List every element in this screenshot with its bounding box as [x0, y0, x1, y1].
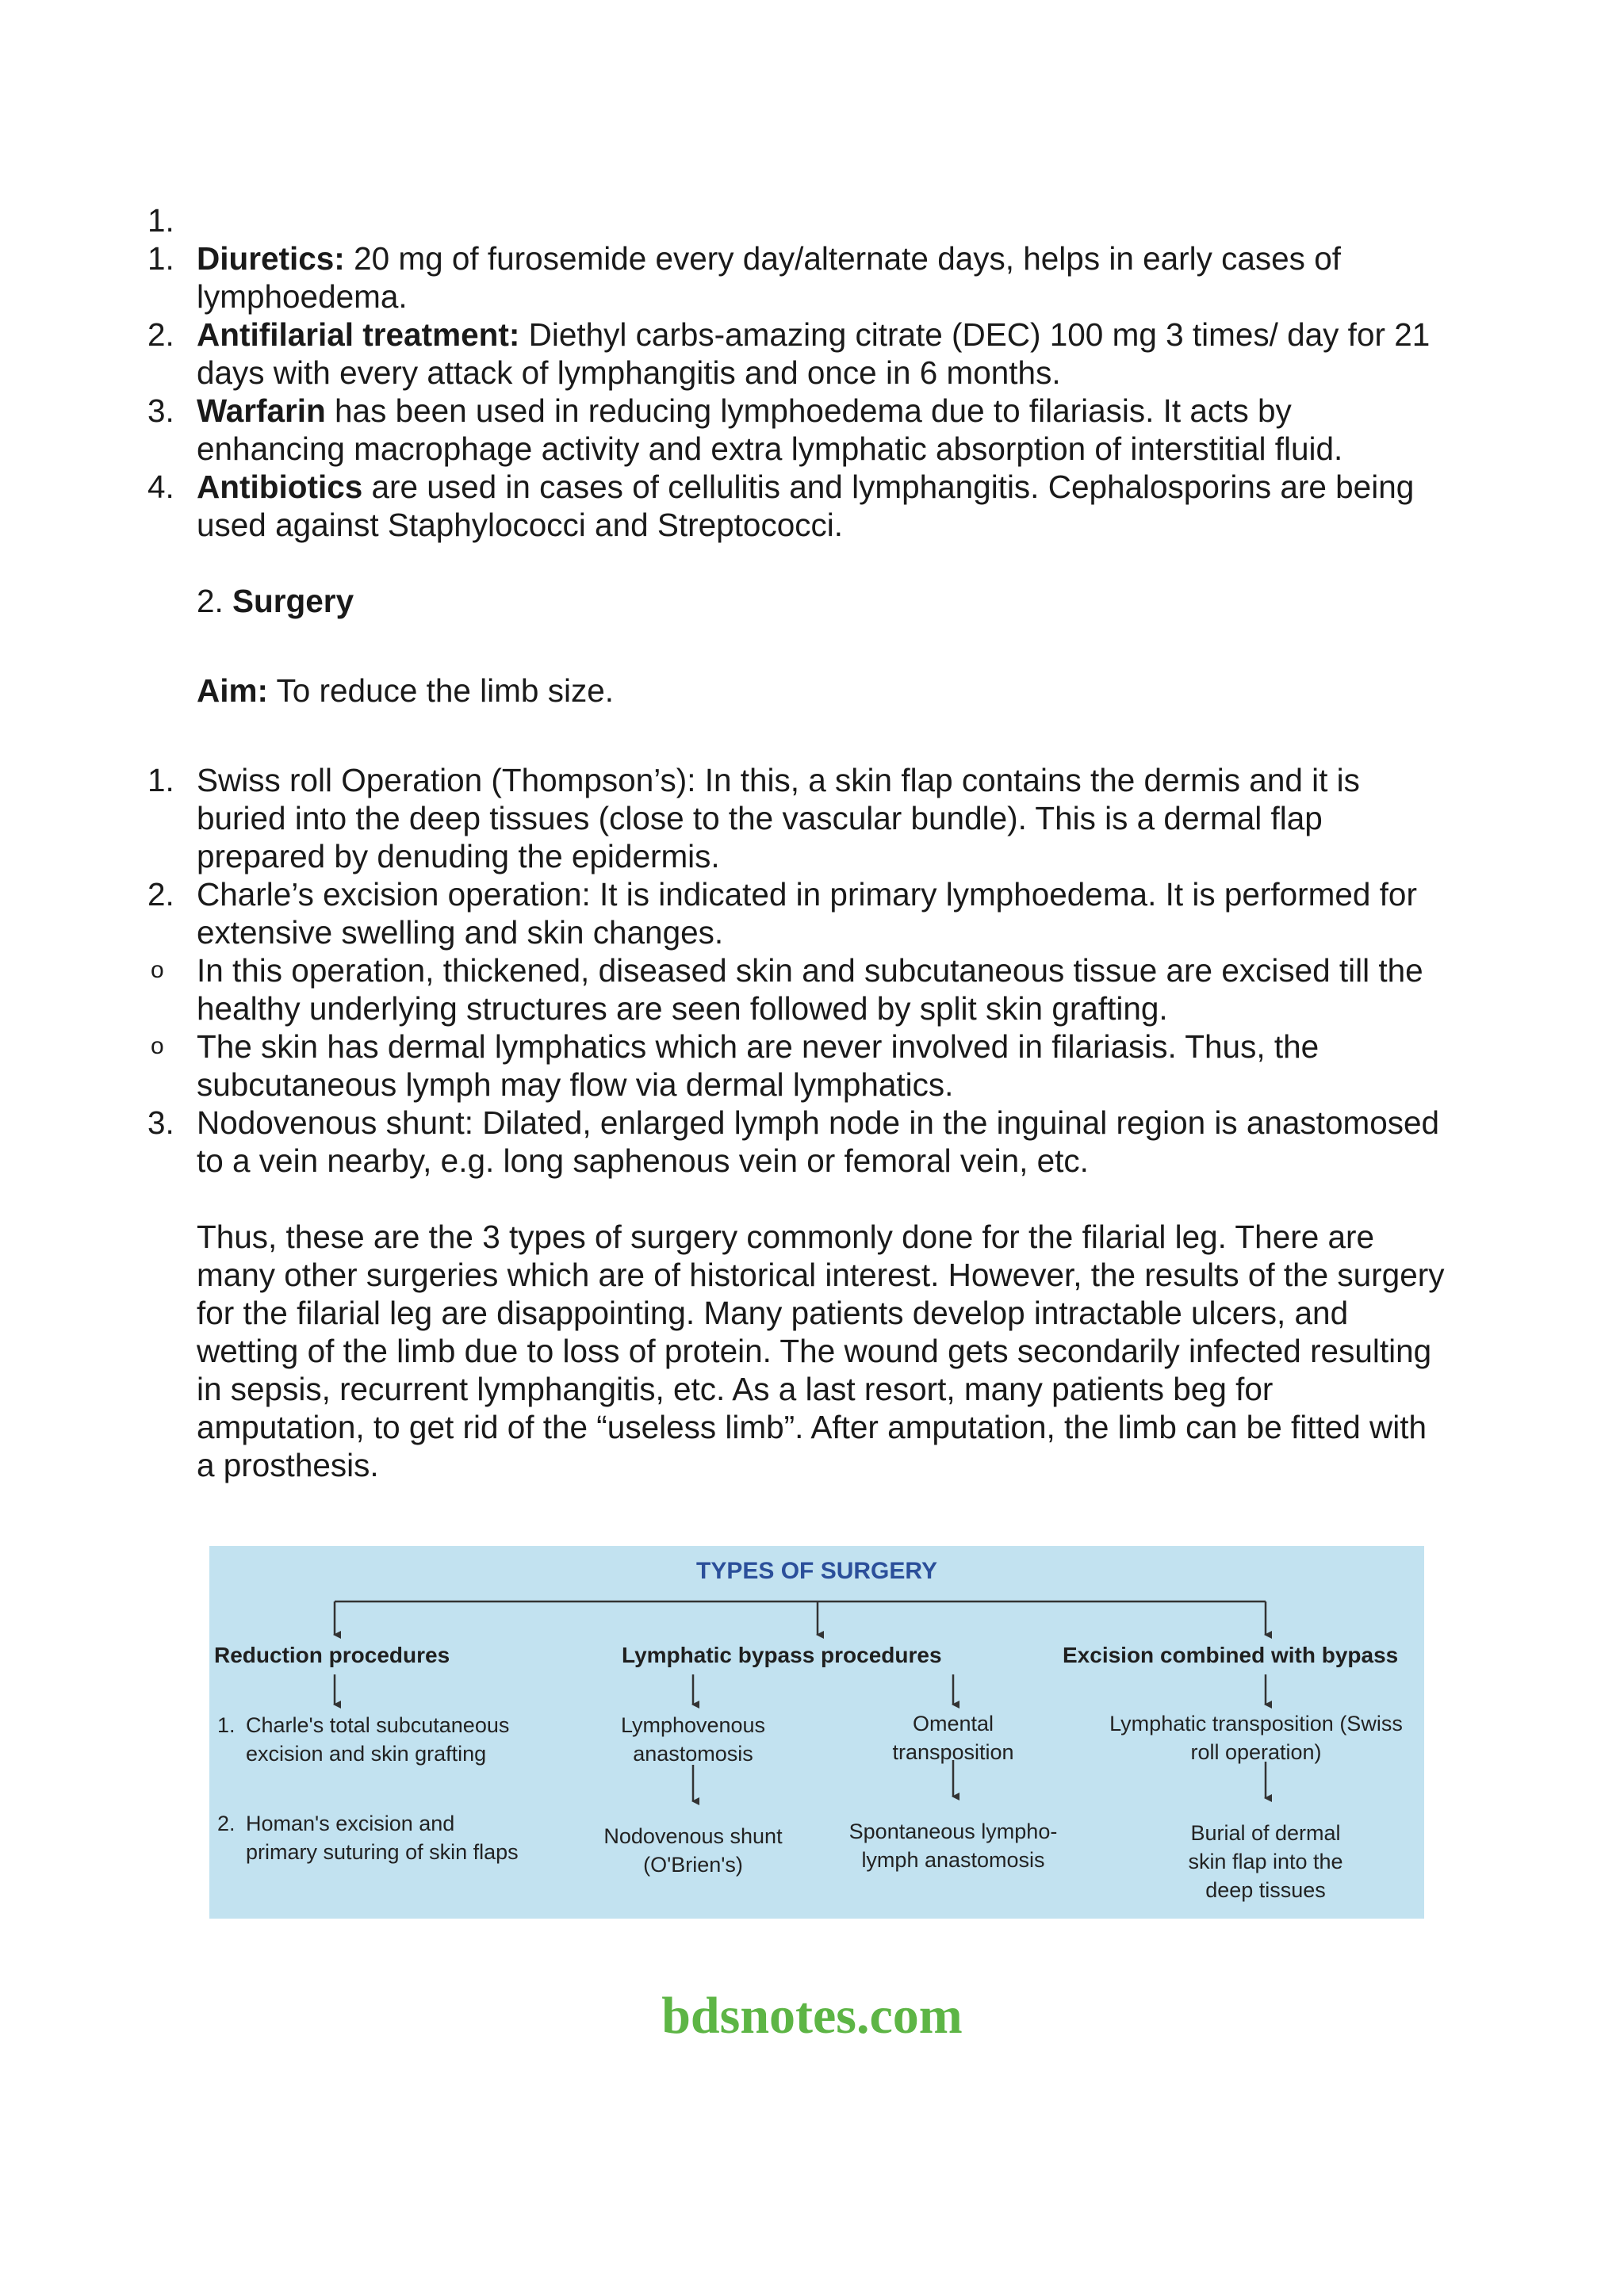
item-text: 20 mg of furosemide every day/alternate days, helps in early cases of lymphoedema. [197, 240, 1341, 315]
list-item [147, 468, 1448, 544]
reduction-procedures-label: Reduction procedures [214, 1643, 450, 1667]
list-item [147, 1027, 1448, 1104]
item-text: has been used in reducing lymphoedema due to filariasis. It acts by enhancing macrophage activity and extra lymphatic absorption of interstitial fluid. [197, 392, 1343, 467]
burial-of-dermal-flap: Burial of dermal skin flap into the deep tissues [1188, 1821, 1343, 1902]
item-text: The skin has dermal lymphatics which are never involved in filariasis. Thus, the subcutaneous lymph may flow via dermal lymphatics. [197, 1028, 1320, 1103]
item-text: Charle’s excision operation: It is indicated in primary lymphoedema. It is performed for extensive swelling and skin changes. [197, 876, 1417, 951]
lymphatic-transposition: Lymphatic transposition (Swiss roll operation) [1109, 1712, 1403, 1764]
omental-transposition: Omental transposition [892, 1712, 1014, 1764]
types-of-surgery-diagram [209, 1546, 1424, 1919]
reduction-item-1: 1. Charle's total subcutaneous excision and skin grafting [217, 1713, 510, 1766]
summary-paragraph: Thus, these are the 3 types of surgery commonly done for the filarial leg. There are many other surgeries which are of historical interest. However, the results of the surgery for the filarial leg are disappointing. Many patients develop intractable ulcers, and wetting of the limb due to loss of protein. The wound gets secondarily infected resulting in sepsis, recurrent lymphangitis, etc. As a last resort, many patients beg for amputation, to get rid of the “useless limb”. After amputation, the limb can be fitted with a prosthesis. [197, 1219, 1445, 1483]
item-text: In this operation, thickened, diseased skin and subcutaneous tissue are excised till the healthy underlying structures are seen followed by split skin grafting. [197, 952, 1423, 1027]
list-item [147, 761, 1448, 875]
list-item [147, 392, 1448, 468]
list-item [147, 316, 1448, 392]
list-item [147, 875, 1448, 951]
list-marker: 3. [147, 1104, 174, 1141]
list-marker: 1. [147, 202, 174, 239]
reduction-item-2: 2. Homan's excision and primary suturing of skin flaps [217, 1812, 519, 1864]
spontaneous-lympho-lymph-anastomosis: Spontaneous lympho- lymph anastomosis [848, 1820, 1058, 1872]
nodovenous-shunt: Nodovenous shunt (O'Brien's) [603, 1824, 783, 1877]
list-marker: 4. [147, 469, 174, 505]
term-antifilarial: Antifilarial treatment: [197, 316, 520, 353]
list-marker: 1. [147, 240, 174, 277]
item-text: Nodovenous shunt: Dilated, enlarged lymph node in the inguinal region is anastomosed to a vein nearby, e.g. long saphenous vein or femoral vein, etc. [197, 1104, 1440, 1179]
lymphatic-bypass-label: Lymphatic bypass procedures [622, 1643, 942, 1667]
list-item [147, 1104, 1448, 1180]
bullet-marker: o [151, 957, 164, 983]
item-text: Diethyl carbs-amazing citrate (DEC) 100 mg 3 times/ day for 21 days with every attack of lymphangitis and once in 6 months. [197, 316, 1431, 391]
term-antibiotics: Antibiotics [197, 469, 363, 505]
item-text: Swiss roll Operation (Thompson’s): In this, a skin flap contains the dermis and it is buried into the deep tissues (close to the vascular bundle). This is a dermal flap prepared by denuding the epidermis. [197, 762, 1360, 874]
list-item [147, 951, 1448, 1027]
term-diuretics: Diuretics: [197, 240, 345, 277]
list-item [147, 239, 1448, 316]
list-heading-number [147, 201, 1448, 239]
list-marker: 2. [147, 316, 174, 353]
list-marker: 1. [147, 762, 174, 798]
bullet-marker: o [151, 1033, 164, 1059]
term-warfarin: Warfarin [197, 392, 326, 429]
list-marker: 2. [147, 876, 174, 913]
lymphovenous-anastomosis: Lymphovenous anastomosis [620, 1713, 766, 1766]
diagram-title: TYPES OF SURGERY [696, 1558, 937, 1584]
document-body [147, 201, 1448, 1484]
aim-line: Aim: To reduce the limb size. [197, 672, 614, 709]
excision-bypass-label: Excision combined with bypass [1063, 1643, 1399, 1667]
item-text: are used in cases of cellulitis and lymphangitis. Cephalosporins are being used against Staphylococci and Streptococci. [197, 469, 1415, 543]
site-watermark: bdsnotes.com [661, 1987, 963, 2045]
surgery-heading: 2. Surgery [197, 583, 354, 619]
list-marker: 3. [147, 392, 174, 429]
